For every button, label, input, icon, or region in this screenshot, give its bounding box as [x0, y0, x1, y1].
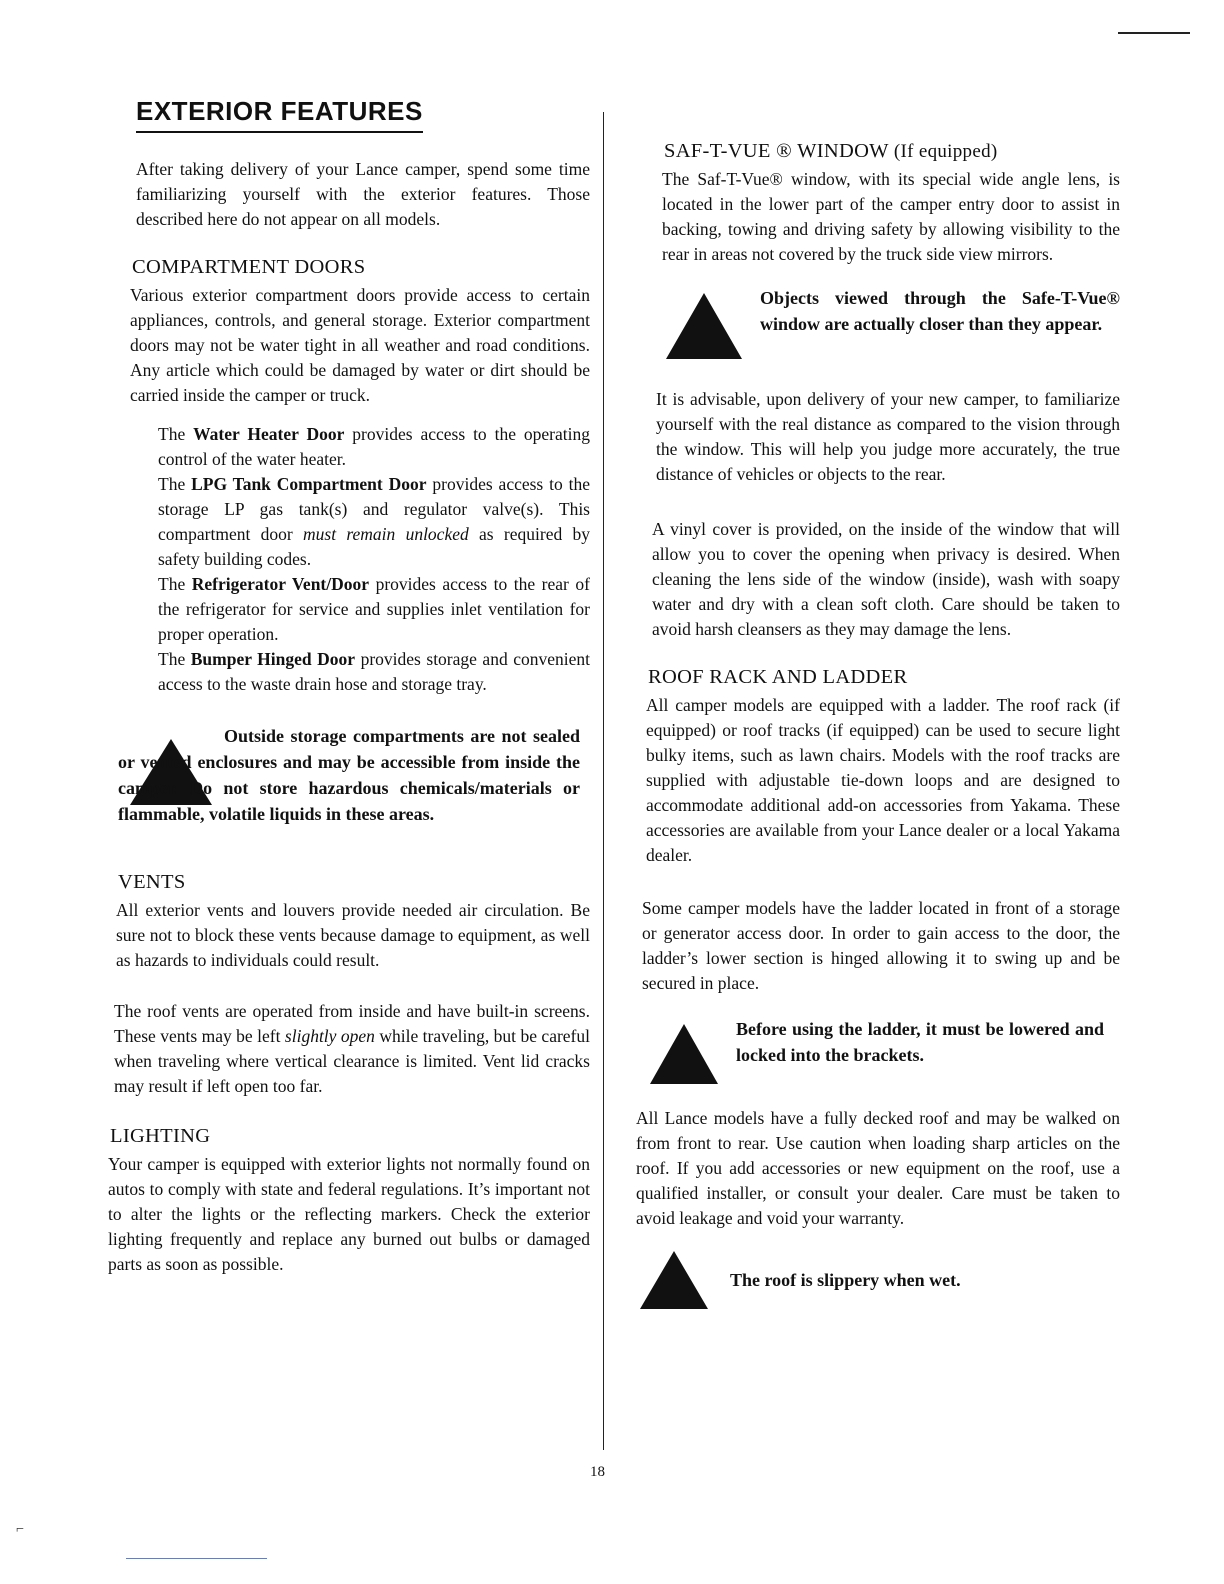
- vents-paragraph-2: The roof vents are operated from inside and have built-in screens. These vents may be left slightly open while traveling, but be careful when traveling where vertical clearance is limited. Vent lid cracks may result if left open too far.: [114, 1001, 590, 1096]
- door-item-lpg-tank: The LPG Tank Compartment Door provides access to the storage LP gas tank(s) and regulator valve(s). This compartment door must remain unlocked as required by safety building codes.: [158, 474, 591, 569]
- storage-warning-text: Outside storage compartments are not sealed or vented enclosures and may be accessible from inside the camper. Do not store hazardous chemicals/materials or flammable, volatile liquids in these areas.: [118, 726, 580, 824]
- roof-rack-paragraph-1: All camper models are equipped with a ladder. The roof rack (if equipped) or roof tracks (if equipped) can be used to secure light bulky items, such as lawn chairs. Models with the roof tracks are supplied with adjustable tie-down loops and are designed to accommodate additional add-on accessories from Yakama. These accessories are available from your Lance dealer or a local Yakama dealer.: [646, 695, 1120, 865]
- saf-t-vue-body: The Saf-T-Vue® window, with its special wide angle lens, is located in the lower part of the camper entry door to assist in backing, towing and driving safety by allowing visibility to the rear in areas not covered by the truck side view mirrors.: [662, 169, 1120, 264]
- warning-triangle-icon: [664, 291, 744, 361]
- roof-rack-heading: ROOF RACK AND LADDER: [648, 666, 908, 688]
- lighting-paragraph: Your camper is equipped with exterior lights not normally found on autos to comply with state and federal regulations. It’s important not to alter the lights or the reflecting markers. Check the exterior lighting frequently and replace any burned out bulbs or damaged parts as soon as possible.: [108, 1154, 590, 1274]
- column-divider: [603, 112, 604, 1450]
- saf-t-vue-paragraph-3: A vinyl cover is provided, on the inside of the window that will allow you to cover the opening when privacy is desired. When cleaning the lens side of the window (inside), wash with soapy water and dry with a clean soft cloth. Care should be taken to avoid harsh cleansers as they may damage the lens.: [652, 519, 1120, 639]
- saf-t-vue-heading: SAF-T-VUE ® WINDOW (If equipped): [664, 140, 998, 162]
- door-item-bumper: The Bumper Hinged Door provides storage and convenient access to the waste drain hose and storage tray.: [158, 649, 590, 694]
- roof-rack-paragraph-3: All Lance models have a fully decked roof and may be walked on from front to rear. Use caution when loading sharp articles on the roof. If you add accessories or new equipment on the roof, use a qualified installer, or consult your dealer. Care must be taken to avoid leakage and void your warranty.: [636, 1108, 1120, 1228]
- roof-slippery-warning-text: The roof is slippery when wet.: [730, 1270, 961, 1290]
- left-column: [108, 96, 591, 1277]
- door-list: [158, 422, 590, 697]
- right-column: [636, 140, 1120, 1313]
- door-item-water-heater: The Water Heater Door provides access to the operating control of the water heater.: [158, 424, 590, 469]
- saf-t-vue-paragraph-2: It is advisable, upon delivery of your new camper, to familiarize yourself with the real distance as compared to the vision through the window. This will help you judge more accurately, the true distance of vehicles or objects to the rear.: [656, 389, 1120, 484]
- ladder-warning-text: Before using the ladder, it must be lowered and locked into the brackets.: [736, 1019, 1104, 1065]
- lighting-heading: LIGHTING: [110, 1125, 211, 1147]
- corner-mark: ⌐: [16, 1522, 24, 1537]
- saf-t-vue-warning: [660, 285, 1120, 369]
- page-number: 18: [590, 1464, 605, 1480]
- bottom-rule: [126, 1558, 267, 1559]
- roof-rack-paragraph-2: Some camper models have the ladder located in front of a storage or generator access door. In order to gain access to the door, the ladder’s lower section is hinged allowing it to swing up and be secured in place.: [642, 898, 1120, 993]
- door-item-refrigerator: The Refrigerator Vent/Door provides access to the rear of the refrigerator for service and supplies inlet ventilation for proper operation.: [158, 574, 590, 644]
- saf-t-vue-warning-text: Objects viewed through the Safe-T-Vue® window are actually closer than they appear.: [760, 288, 1120, 334]
- intro-paragraph: After taking delivery of your Lance camper, spend some time familiarizing yourself with the exterior features. Those described here do not appear on all models.: [136, 159, 590, 229]
- vents-paragraph-1: All exterior vents and louvers provide needed air circulation. Be sure not to block these vents because damage to equipment, as well as hazards to individuals could result.: [116, 900, 590, 970]
- compartment-doors-body: Various exterior compartment doors provide access to certain appliances, controls, and general storage. Exterior compartment doors may not be water tight in all weather and road conditions. Any article which could be damaged by water or dirt should be carried inside the camper or truck.: [130, 285, 590, 405]
- storage-warning: [118, 723, 590, 851]
- warning-triangle-icon: [638, 1249, 710, 1311]
- compartment-doors-heading: COMPARTMENT DOORS: [132, 256, 366, 278]
- warning-triangle-icon: [648, 1022, 720, 1086]
- page-title: EXTERIOR FEATURES: [136, 96, 423, 133]
- top-rule: [1118, 32, 1190, 34]
- roof-slippery-warning: [638, 1249, 1120, 1313]
- ladder-warning: [646, 1016, 1120, 1090]
- vents-heading: VENTS: [118, 871, 186, 893]
